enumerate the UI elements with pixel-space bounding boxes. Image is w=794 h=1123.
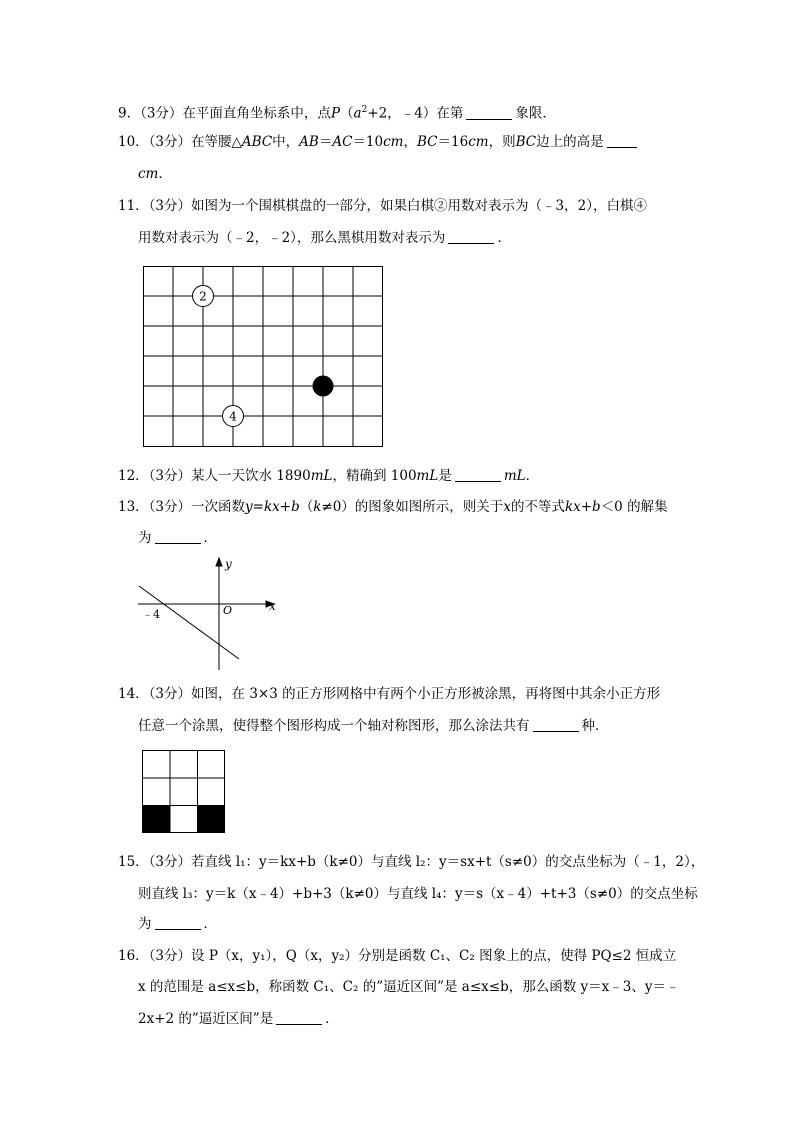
- shaded-cell-right: [198, 806, 225, 833]
- q13-condition: ≠0）的图象如图所示，则关于: [321, 499, 504, 515]
- q9-tail: 象限．: [515, 105, 556, 122]
- q10-score: （3分）: [148, 134, 192, 150]
- q15-answer-blank[interactable]: [155, 915, 201, 930]
- q15-line3: [138, 914, 217, 934]
- q12-number: 12．: [118, 468, 149, 484]
- q15-line2: [138, 884, 698, 904]
- q14-line2: [138, 716, 609, 736]
- y-axis-arrow: [216, 558, 222, 566]
- q13-tail: ．: [203, 530, 217, 546]
- q10-abc: ABC: [241, 134, 273, 150]
- q9-text: 在平面直角坐标系中，点: [182, 105, 331, 122]
- q9-number: 9．: [118, 105, 141, 122]
- q10-eq2: ＝10: [352, 134, 384, 150]
- q13-text2: 为: [138, 530, 152, 546]
- q13-x: x: [503, 499, 511, 515]
- q15-number: 15．: [118, 854, 149, 870]
- q9-text-rest: +2，﹣4）在第: [367, 105, 464, 122]
- q10-bc: BC: [417, 134, 438, 150]
- white-stone-4-label: 4: [229, 409, 237, 424]
- q12-text-c: 是: [438, 468, 452, 484]
- q12-score: （3分）: [148, 468, 192, 484]
- q9-exponent: 2: [361, 105, 368, 115]
- q14-text2: 任意一个涂黑，使得整个图形构成一个轴对称图形，那么涂法共有: [138, 718, 530, 734]
- black-stone: [313, 376, 334, 397]
- q11-line2: [138, 228, 511, 248]
- q10-unit: cm: [138, 166, 159, 182]
- q10-bc2: BC: [515, 134, 537, 150]
- q10-tail: 边上的高是: [536, 134, 604, 150]
- q9-score: （3分）: [140, 105, 183, 122]
- origin-label: O: [223, 604, 233, 617]
- q16-score: （3分）: [148, 948, 192, 964]
- q16-line3: [138, 1009, 339, 1029]
- q13-text-b: 的不等式: [510, 499, 565, 515]
- q15-line1: [118, 852, 704, 872]
- q14-line1: [118, 684, 660, 704]
- q13-answer-blank[interactable]: [155, 529, 201, 544]
- q13-text-c: ＜0 的解集: [600, 499, 668, 515]
- q11-score: （3分）: [148, 198, 192, 214]
- q12-tail: ．: [525, 468, 540, 484]
- q12-unit3: mL: [503, 468, 526, 484]
- q16-text3: 2x+2 的”逼近区间”是: [138, 1011, 274, 1027]
- q14-number: 14．: [118, 686, 149, 702]
- q13-line2: [138, 528, 217, 548]
- q10-text: 在等腰△: [191, 134, 242, 150]
- q13-line1: [118, 497, 668, 517]
- q11-tail: ．: [497, 230, 511, 246]
- q13-text-a: 一次函数: [191, 499, 246, 515]
- q9-answer-blank[interactable]: [466, 105, 512, 120]
- q14-text1: 如图，在 3×3 的正方形网格中有两个小正方形被涂黑，再将图中其余小正方形: [191, 686, 661, 702]
- q15-text1: 若直线 l₁：y＝kx+b（k≠0）与直线 l₂：y＝sx+t（s≠0）的交点坐标为（﹣1，2），: [191, 854, 705, 870]
- q12-unit2: mL: [416, 468, 439, 484]
- q10-line2: [138, 164, 172, 184]
- q13-inequality: kx+b: [564, 499, 601, 515]
- q10-ac: AC: [332, 134, 353, 150]
- q13-k: k: [313, 499, 322, 515]
- q10-comma: ，: [403, 134, 417, 150]
- q14-score: （3分）: [148, 686, 192, 702]
- q9-paren: （: [340, 105, 354, 122]
- q10-then: ，则: [488, 134, 516, 150]
- q16-answer-blank[interactable]: [276, 1010, 322, 1025]
- q9-line: [118, 100, 556, 124]
- q9-var-a: a: [353, 105, 362, 122]
- y-axis-label: y: [225, 557, 232, 571]
- q15-text2: 则直线 l₃：y＝k（x﹣4）+b+3（k≠0）与直线 l₄：y＝s（x﹣4）+t+3（s≠0）的交点坐标: [138, 886, 698, 902]
- q13-function: y=kx+b: [245, 499, 300, 515]
- q12-text-a: 某人一天饮水 1890: [191, 468, 311, 484]
- q10-cm2: cm: [468, 134, 489, 150]
- linear-function-graph: [136, 556, 286, 672]
- q11-answer-blank[interactable]: [448, 229, 494, 244]
- q16-tail: ．: [325, 1011, 339, 1027]
- grid-3x3-figure: [142, 750, 226, 834]
- q12-text-b: ，精确到 100: [332, 468, 417, 484]
- x-axis-label: x: [269, 599, 276, 613]
- x-intercept-label: ﹣4: [142, 608, 160, 621]
- white-stone-2: [193, 286, 214, 307]
- q16-text1: 设 P（x，y₁），Q（x，y₂）分别是函数 C₁、C₂ 图象上的点，使得 PQ≤2 恒成立: [191, 948, 677, 964]
- q12-unit1: mL: [310, 468, 333, 484]
- q10-mid: 中，: [272, 134, 300, 150]
- q10-cm1: cm: [383, 134, 404, 150]
- q14-answer-blank[interactable]: [533, 717, 579, 732]
- q10-ab: AB: [299, 134, 319, 150]
- white-stone-2-label: 2: [199, 289, 207, 304]
- q10-eq1: ＝: [318, 134, 333, 150]
- q13-number: 13．: [118, 499, 149, 515]
- q16-text2: x 的范围是 a≤x≤b，称函数 C₁、C₂ 的”逼近区间”是 a≤x≤b，那么函数 y＝x﹣3、y＝﹣: [138, 979, 680, 995]
- shaded-cell-left: [143, 806, 170, 833]
- q13-paren: （: [299, 499, 314, 515]
- function-line: [139, 586, 239, 659]
- q10-eq3: ＝16: [437, 134, 469, 150]
- q10-answer-blank[interactable]: [607, 133, 637, 148]
- q14-tail: 种．: [581, 718, 609, 734]
- q11-text2: 用数对表示为（﹣2，﹣2），那么黑棋用数对表示为: [138, 230, 446, 246]
- q15-tail: ．: [203, 916, 217, 932]
- q10-line1: [118, 132, 640, 152]
- q16-line1: [118, 946, 676, 966]
- q9-point: P: [330, 105, 341, 122]
- q16-number: 16．: [118, 948, 149, 964]
- q15-score: （3分）: [148, 854, 192, 870]
- q11-number: 11．: [118, 198, 149, 214]
- q12-line: [118, 466, 539, 486]
- white-stone-4: [223, 406, 244, 427]
- q15-text3: 为: [138, 916, 152, 932]
- q13-score: （3分）: [148, 499, 192, 515]
- q11-text1: 如图为一个围棋棋盘的一部分，如果白棋②用数对表示为（﹣3，2），白棋④: [191, 198, 647, 214]
- q16-line2: [138, 977, 679, 997]
- go-board-figure: [143, 266, 385, 450]
- q11-line1: [118, 196, 647, 216]
- q10-number: 10．: [118, 134, 149, 150]
- q12-answer-blank[interactable]: [455, 467, 501, 482]
- q10-dot: ．: [158, 166, 172, 182]
